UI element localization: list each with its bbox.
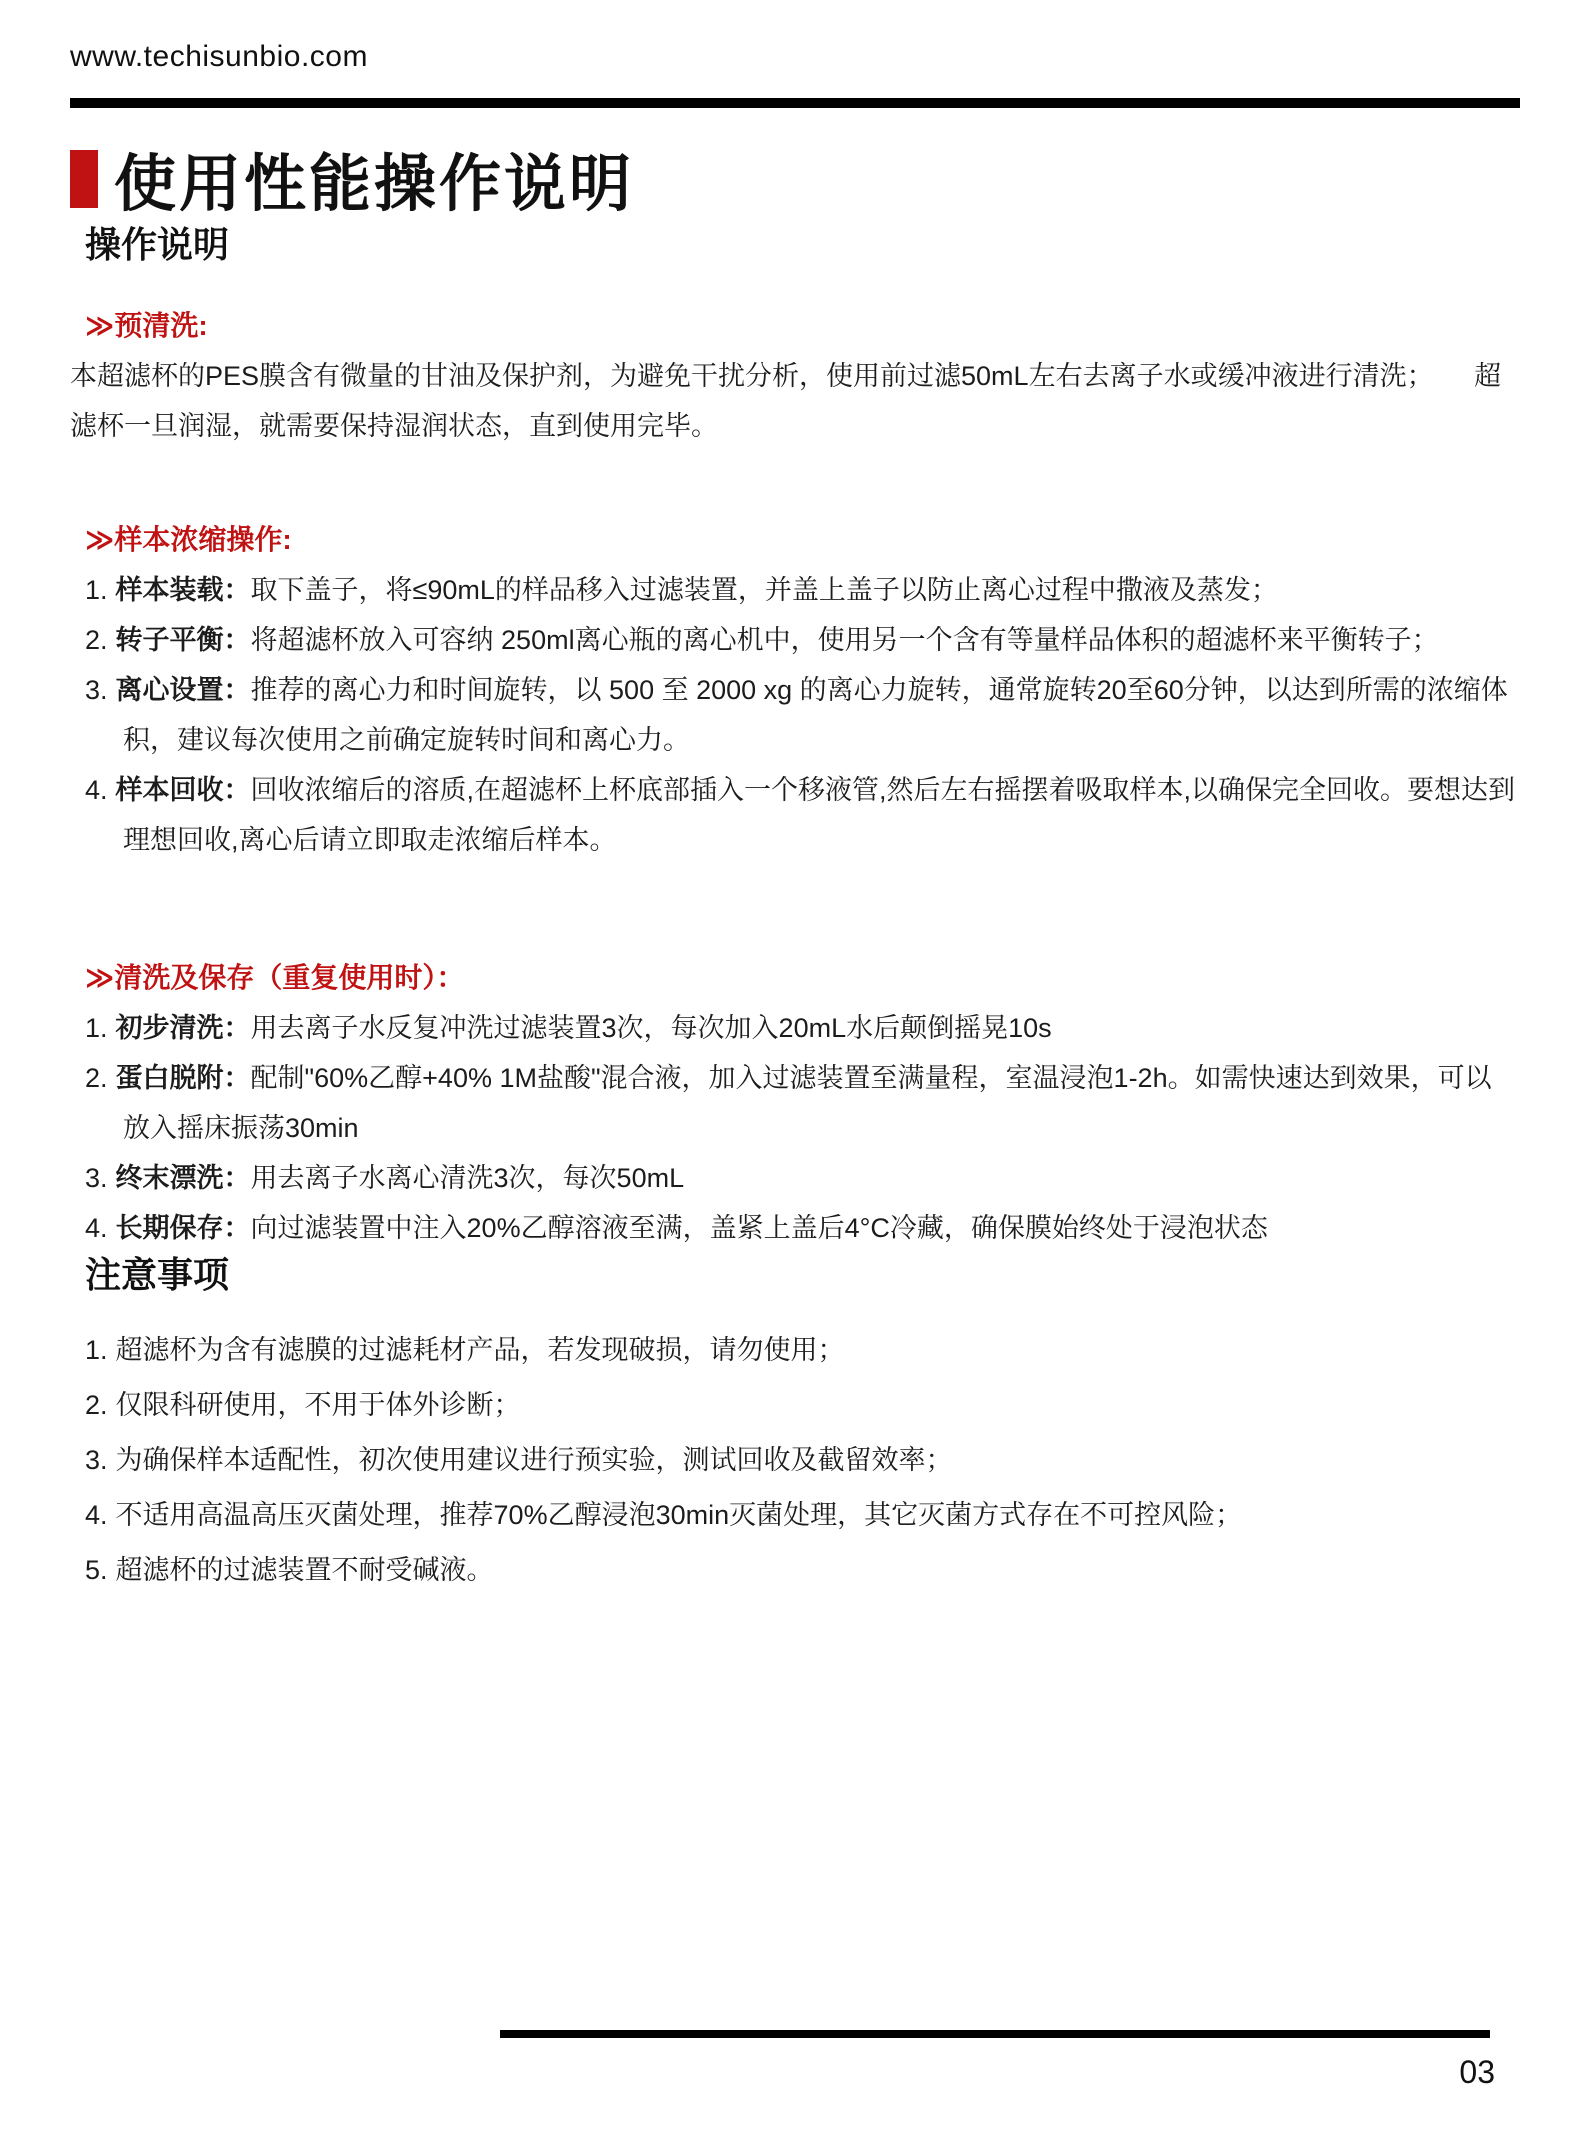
subheading-concentration: ≫样本浓缩操作:: [85, 524, 292, 555]
item-term: 初步清洗：: [115, 1013, 251, 1043]
list-item: [85, 765, 1517, 865]
item-number: 2.: [85, 1390, 108, 1420]
item-number: 2.: [85, 1063, 108, 1093]
notes-list: [85, 1323, 1517, 1598]
item-number: 4.: [85, 1500, 108, 1530]
item-term: 转子平衡：: [115, 625, 251, 655]
item-term: 样本装载：: [115, 575, 251, 605]
item-text: 用去离子水反复冲洗过滤装置3次，每次加入20mL水后颠倒摇晃10s: [250, 1013, 1052, 1043]
item-term: 终末漂洗：: [115, 1163, 251, 1193]
item-number: 1.: [85, 1335, 108, 1365]
item-text: 回收浓缩后的溶质,在超滤杯上杯底部插入一个移液管,然后左右摇摆着吸取样本,以确保完全回收。要想达到理想回收,离心后请立即取走浓缩后样本。: [123, 775, 1516, 855]
item-text: 用去离子水离心清洗3次，每次50mL: [250, 1163, 685, 1193]
item-term: 蛋白脱附：: [115, 1063, 251, 1093]
subheading-cleaning: ≫清洗及保存（重复使用时）：: [85, 962, 465, 993]
list-item: [85, 1323, 1517, 1378]
item-number: 3.: [85, 1445, 108, 1475]
item-text: 超滤杯为含有滤膜的过滤耗材产品，若发现破损，请勿使用；: [115, 1335, 845, 1365]
item-number: 2.: [85, 625, 108, 655]
concentration-list: [85, 565, 1517, 865]
list-item: [85, 1543, 1517, 1598]
page-number: 03: [1459, 2054, 1495, 2090]
list-item: [85, 1433, 1517, 1488]
list-item: [85, 1153, 1517, 1203]
list-item: [85, 1488, 1517, 1543]
item-number: 4.: [85, 1213, 108, 1243]
item-text: 推荐的离心力和时间旋转，以 500 至 2000 xg 的离心力旋转，通常旋转20至60分钟，以达到所需的浓缩体积，建议每次使用之前确定旋转时间和离心力。: [123, 675, 1508, 755]
prewash-paragraph: 本超滤杯的PES膜含有微量的甘油及保护剂，为避免干扰分析，使用前过滤50mL左右去离子水或缓冲液进行清洗； 超滤杯一旦润湿，就需要保持湿润状态，直到使用完毕。: [70, 361, 1502, 441]
item-text: 不适用高温高压灭菌处理，推荐70%乙醇浸泡30min灭菌处理，其它灭菌方式存在不可控风险；: [115, 1500, 1243, 1530]
section-heading-operation: 操作说明: [85, 224, 230, 265]
title-accent-bar: [70, 150, 98, 208]
list-item: [85, 665, 1517, 765]
list-item: [85, 1053, 1517, 1153]
item-number: 1.: [85, 575, 108, 605]
item-number: 5.: [85, 1555, 108, 1585]
item-text: 为确保样本适配性，初次使用建议进行预实验，测试回收及截留效率；: [115, 1445, 953, 1475]
header-rule: [70, 98, 1520, 108]
section-heading-notes: 注意事项: [85, 1254, 230, 1295]
item-term: 长期保存：: [115, 1213, 251, 1243]
item-text: 将超滤杯放入可容纳 250ml离心瓶的离心机中，使用另一个含有等量样品体积的超滤杯来平衡转子；: [250, 625, 1439, 655]
list-item: [85, 1378, 1517, 1433]
item-text: 取下盖子，将≤90mL的样品移入过滤装置，并盖上盖子以防止离心过程中撒液及蒸发；: [250, 575, 1278, 605]
item-number: 4.: [85, 775, 108, 805]
page-title: [70, 134, 1517, 223]
item-text: 向过滤装置中注入20%乙醇溶液至满，盖紧上盖后4°C冷藏，确保膜始终处于浸泡状态: [250, 1213, 1268, 1243]
subheading-prewash: ≫预清洗:: [85, 310, 208, 341]
cleaning-list: [85, 1003, 1517, 1253]
item-number: 1.: [85, 1013, 108, 1043]
list-item: [85, 1003, 1517, 1053]
item-term: 离心设置：: [115, 675, 251, 705]
list-item: [85, 615, 1517, 665]
list-item: [85, 565, 1517, 615]
item-text: 超滤杯的过滤装置不耐受碱液。: [115, 1555, 494, 1585]
item-text: 配制"60%乙醇+40% 1M盐酸"混合液，加入过滤装置至满量程，室温浸泡1-2h。如需快速达到效果，可以放入摇床振荡30min: [123, 1063, 1492, 1143]
item-text: 仅限科研使用，不用于体外诊断；: [115, 1390, 521, 1420]
site-url: www.techisunbio.com: [70, 40, 368, 73]
list-item: [85, 1203, 1517, 1253]
footer-rule: [500, 2030, 1490, 2038]
item-number: 3.: [85, 1163, 108, 1193]
item-term: 样本回收：: [115, 775, 251, 805]
page-title-text: 使用性能操作说明: [114, 150, 635, 219]
item-number: 3.: [85, 675, 108, 705]
